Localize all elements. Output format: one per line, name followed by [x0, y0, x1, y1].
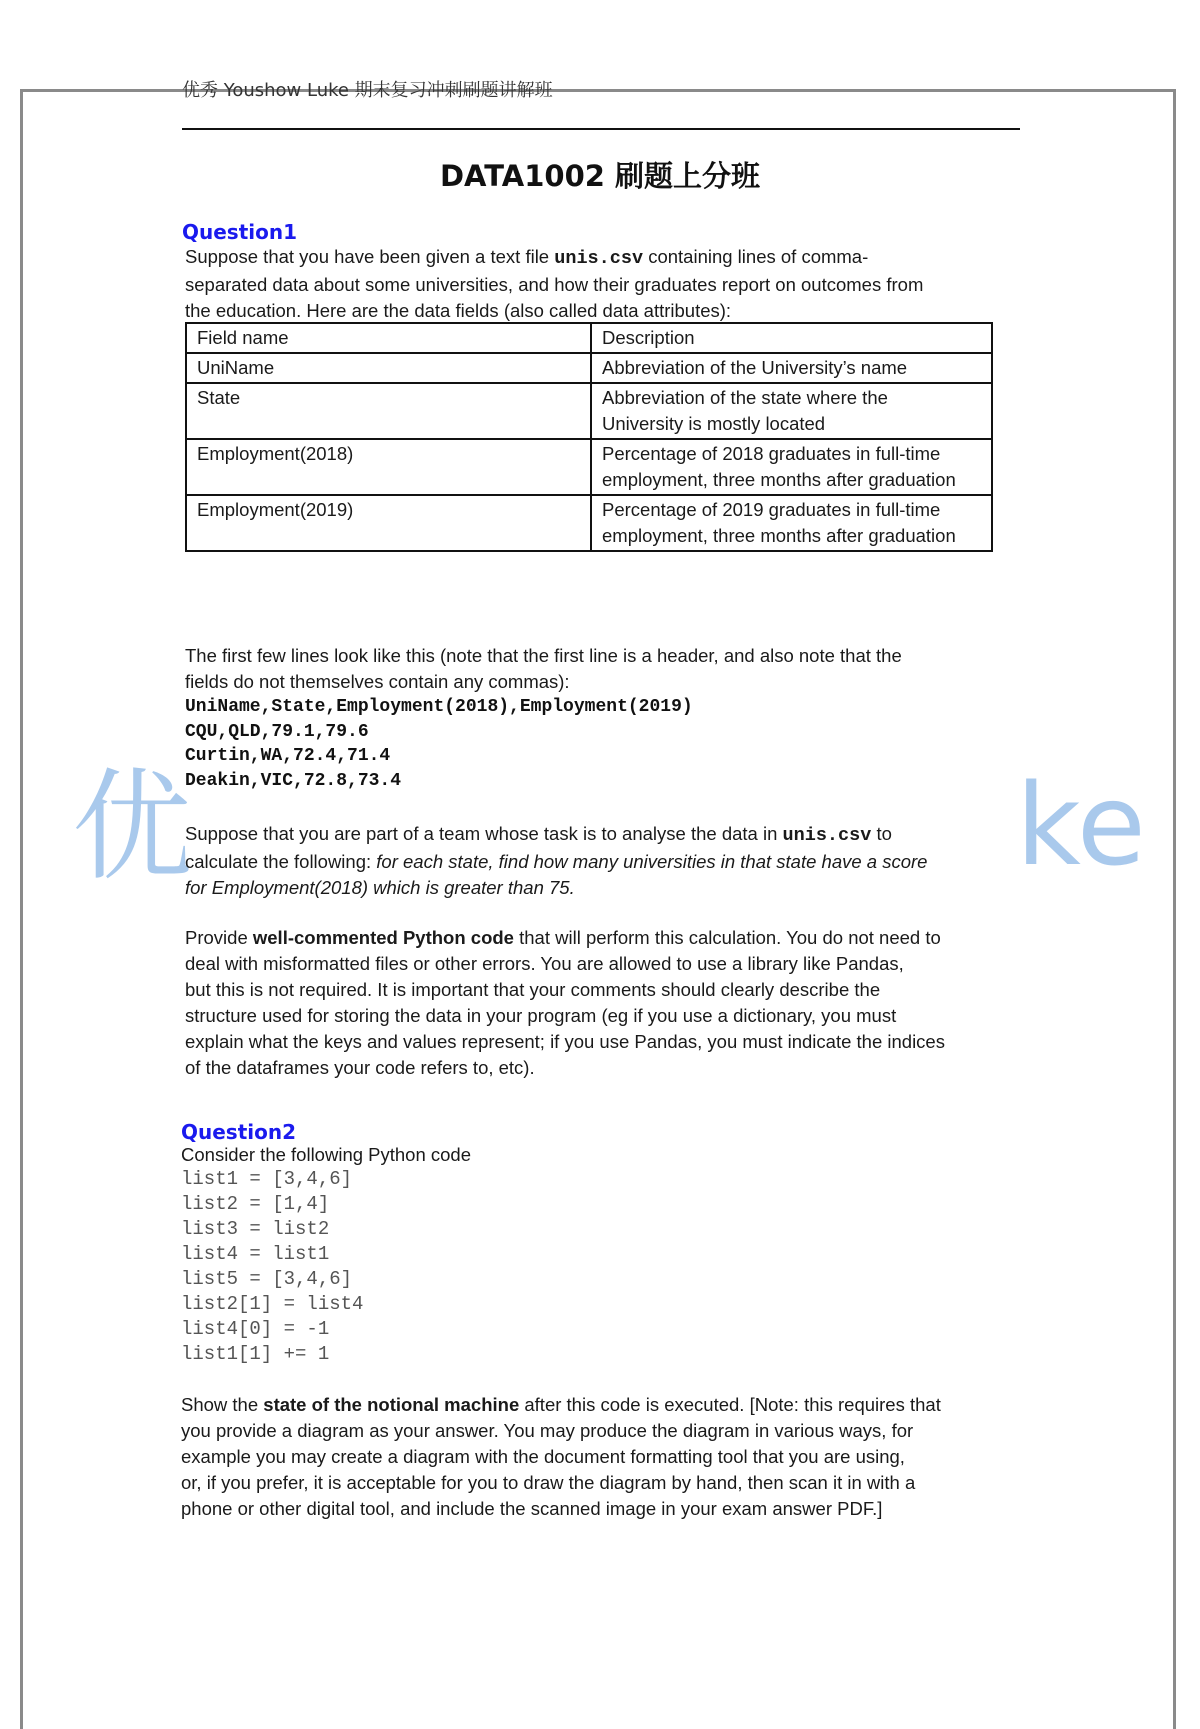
csv-line: Curtin,WA,72.4,71.4 [185, 746, 391, 766]
task-line3-italic: for Employment(2018) which is greater than 75. [185, 877, 575, 898]
code-line: list1[1] += 1 [181, 1343, 330, 1365]
csv-desc-line-2: fields do not themselves contain any commas): [185, 671, 570, 692]
task-filename: unis.csv [782, 825, 872, 846]
table-header-row [186, 323, 992, 353]
intro-text-a: Suppose that you have been given a text file [185, 246, 555, 267]
show-line: or, if you prefer, it is acceptable for you to draw the diagram by hand, then scan it in with a [181, 1472, 916, 1493]
intro-line-2: separated data about some universities, and how their graduates report on outcomes from [185, 274, 924, 295]
show-text-b: after this code is executed. [Note: this requires that [519, 1394, 941, 1415]
table-header-field: Field name [186, 323, 591, 353]
table-row [186, 383, 992, 439]
table-cell-desc: Abbreviation of the University’s name [591, 353, 992, 383]
csv-line: CQU,QLD,79.1,79.6 [185, 721, 369, 742]
page-title: DATA1002 刷题上分班 [439, 159, 761, 193]
provide-instructions [185, 925, 1015, 1081]
provide-line: but this is not required. It is important that your comments should clearly describe the [185, 979, 881, 1000]
csv-line: UniName,State,Employment(2018),Employment(2019) [185, 697, 693, 717]
question1-heading: Question1 [182, 220, 298, 244]
table-cell-desc: Abbreviation of the state where the University is mostly located [591, 383, 992, 439]
code-line: list4[0] = -1 [181, 1318, 330, 1340]
table-cell-field: State [186, 383, 591, 439]
show-line: you provide a diagram as your answer. You may produce the diagram in various ways, for [181, 1420, 914, 1441]
question2-heading: Question2 [181, 1120, 297, 1144]
python-code-block [181, 1167, 363, 1367]
csv-line: Deakin,VIC,72.8,73.4 [185, 770, 402, 791]
header-divider [182, 128, 1020, 130]
code-line: list2[1] = list4 [181, 1293, 364, 1315]
watermark-left: 优 [72, 758, 192, 897]
table-cell-field: Employment(2019) [186, 495, 591, 551]
intro-filename: unis.csv [554, 248, 644, 269]
provide-line: deal with misformatted files or other errors. You are allowed to use a library like Pandas, [185, 953, 904, 974]
task-text-a: Suppose that you are part of a team whose task is to analyse the data in [185, 823, 783, 844]
code-line: list1 = [3,4,6] [181, 1168, 353, 1190]
table-row [186, 439, 992, 495]
table-header-desc: Description [591, 323, 992, 353]
task-description [185, 821, 1015, 901]
question2-intro: Consider the following Python code [181, 1144, 472, 1165]
csv-sample-lines [185, 695, 693, 793]
csv-desc-line-1: The first few lines look like this (note that the first line is a header, and also note that the [185, 645, 902, 666]
code-line: list4 = list1 [181, 1243, 330, 1265]
table-cell-field: UniName [186, 353, 591, 383]
task-line2-italic: for each state, find how many universities in that state have a score [376, 851, 928, 872]
intro-text-b: containing lines of comma- [643, 246, 869, 267]
table-row [186, 353, 992, 383]
provide-text-b: that will perform this calculation. You do not need to [513, 927, 941, 948]
show-line: example you may create a diagram with the document formatting tool that you are using, [181, 1446, 905, 1467]
code-line: list3 = list2 [181, 1218, 330, 1240]
csv-description [185, 643, 1005, 695]
show-line: phone or other digital tool, and include the scanned image in your exam answer PDF.] [181, 1498, 883, 1519]
data-fields-table [185, 322, 993, 552]
question1-intro [185, 244, 1005, 324]
show-instructions [181, 1392, 1021, 1522]
provide-bold: well-commented Python code [252, 927, 514, 948]
code-line: list5 = [3,4,6] [181, 1268, 353, 1290]
watermark-right: ke [1016, 761, 1146, 891]
show-bold: state of the notional machine [263, 1394, 520, 1415]
provide-line: structure used for storing the data in your program (eg if you use a dictionary, you must [185, 1005, 897, 1026]
table-cell-field: Employment(2018) [186, 439, 591, 495]
provide-line: of the dataframes your code refers to, etc). [185, 1057, 535, 1078]
provide-line: explain what the keys and values represent; if you use Pandas, you must indicate the indices [185, 1031, 945, 1052]
provide-text-a: Provide [185, 927, 253, 948]
table-row [186, 495, 992, 551]
code-line: list2 = [1,4] [181, 1193, 330, 1215]
show-text-a: Show the [181, 1394, 264, 1415]
table-cell-desc: Percentage of 2018 graduates in full-time employment, three months after graduation [591, 439, 992, 495]
task-line2-plain: calculate the following: [185, 851, 377, 872]
page-header: 优秀 Youshow Luke 期末复习冲刺刷题讲解班 [182, 80, 553, 101]
table-cell-desc: Percentage of 2019 graduates in full-time employment, three months after graduation [591, 495, 992, 551]
task-text-b: to [871, 823, 892, 844]
intro-line-3: the education. Here are the data fields (also called data attributes): [185, 300, 732, 321]
